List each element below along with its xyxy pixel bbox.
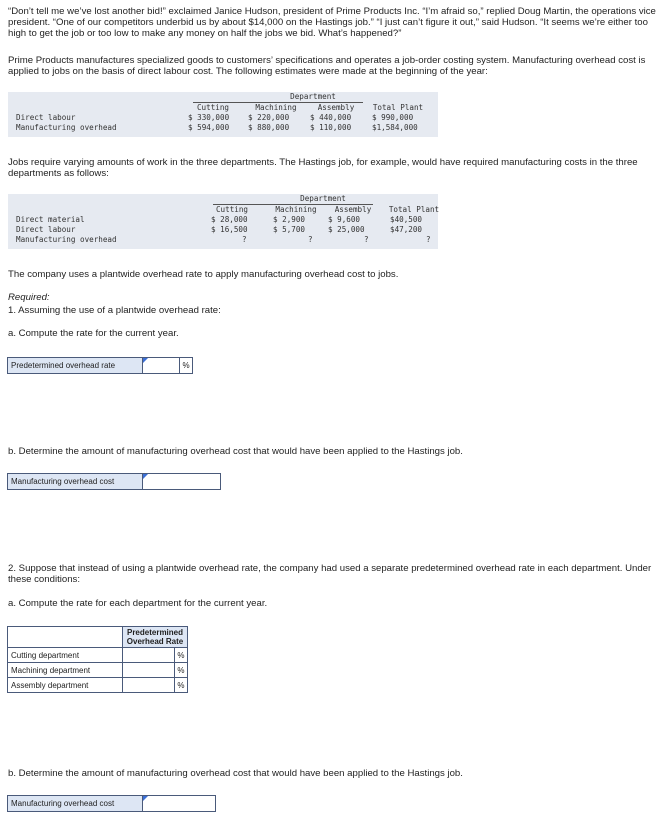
percent-sign: % [174,663,187,678]
assembly-rate-input[interactable] [123,678,175,693]
machining-rate-input[interactable] [123,663,175,678]
cell: $ 25,000 [328,225,365,234]
empty-corner [8,627,123,648]
row-label: Direct material [16,215,85,224]
cell: $ 990,000 [372,113,414,122]
percent-sign: % [174,648,187,663]
col-total-plant: Total Plant [388,205,440,214]
question-1a: a. Compute the rate for the current year. [8,328,179,339]
predetermined-rate-row [7,357,193,374]
cell: $ 594,000 [188,123,230,132]
overhead-cost-row [7,473,221,490]
cell: $ 440,000 [310,113,352,122]
cell: $ 9,600 [328,215,361,224]
question-1: 1. Assuming the use of a plantwide overhead rate: [8,305,221,316]
rate-header: Predetermined Overhead Rate [123,627,188,648]
predetermined-rate-label: Predetermined overhead rate [8,358,142,373]
cell: ? [364,235,369,244]
row-label: Direct labour [16,113,76,122]
col-cutting: Cutting [196,103,229,112]
cell: ? [308,235,313,244]
cell: $1,584,000 [372,123,418,132]
predetermined-rate-input[interactable] [142,358,179,373]
hastings-paragraph: Jobs require varying amounts of work in the three departments. The Hastings job, for example, would have required manufacturing costs in the three departments as follows: [8,157,638,179]
question-1b: b. Determine the amount of manufacturing overhead cost that would have been applied to the Hastings job. [8,446,463,457]
row-label: Manufacturing overhead [16,235,117,244]
cell: $ 28,000 [211,215,248,224]
col-machining: Machining [255,103,297,112]
cutting-rate-input[interactable] [123,648,175,663]
col-total-plant: Total Plant [372,103,424,112]
plantwide-paragraph: The company uses a plantwide overhead rate to apply manufacturing overhead cost to jobs. [8,269,399,280]
estimates-table [8,92,438,137]
question-2a: a. Compute the rate for each department for the current year. [8,598,268,609]
machining-label: Machining department [8,663,123,678]
cell: $47,200 [390,225,423,234]
department-header: Department [290,92,336,101]
col-assembly: Assembly [317,103,355,112]
percent-sign: % [174,678,187,693]
cell: $ 5,700 [273,225,306,234]
row-label: Direct labour [16,225,76,234]
percent-sign: % [179,358,192,373]
cell: $ 110,000 [310,123,352,132]
intro-paragraph-2: Prime Products manufactures specialized goods to customers’ specifications and operates a job-order costing system. Manufacturing overhead cost is applied to jobs on the basis of direct labour cost. The following estimates were made at the beginning of the year: [8,55,646,77]
cell: $ 16,500 [211,225,248,234]
row-label: Manufacturing overhead [16,123,117,132]
cell: ? [242,235,247,244]
cell: $40,500 [390,215,423,224]
overhead-cost-input[interactable] [142,474,220,489]
assembly-label: Assembly department [8,678,123,693]
col-machining: Machining [275,205,317,214]
cell: $ 330,000 [188,113,230,122]
intro-paragraph-1: “Don’t tell me we’ve lost another bid!” exclaimed Janice Hudson, president of Prime Products Inc. “I’m afraid so,” replied Doug Martin, the operations vice president. “One of our competitors underbid us by about $14,000 on the Hastings job.” “I just can’t figure it out,” said Hudson. “It seems we’re either too high to get the job or too low to make any money on half the jobs we bid. What’s happened?” [8,6,656,39]
hastings-table [8,194,438,249]
question-2: 2. Suppose that instead of using a plantwide overhead rate, the company had used a separate predetermined overhead rate in each department. Under these conditions: [8,563,652,585]
question-2b: b. Determine the amount of manufacturing overhead cost that would have been applied to the Hastings job. [8,768,463,779]
cell: $ 2,900 [273,215,306,224]
required-label: Required: [8,292,50,303]
department-rate-table [7,626,188,693]
cell: ? [426,235,431,244]
col-cutting: Cutting [215,205,248,214]
cutting-label: Cutting department [8,648,123,663]
overhead-cost-label: Manufacturing overhead cost [8,796,142,811]
department-header: Department [300,194,346,203]
overhead-cost-row-2 [7,795,216,812]
col-assembly: Assembly [334,205,372,214]
cell: $ 880,000 [248,123,290,132]
overhead-cost-label: Manufacturing overhead cost [8,474,142,489]
overhead-cost-input-2[interactable] [142,796,215,811]
cell: $ 220,000 [248,113,290,122]
